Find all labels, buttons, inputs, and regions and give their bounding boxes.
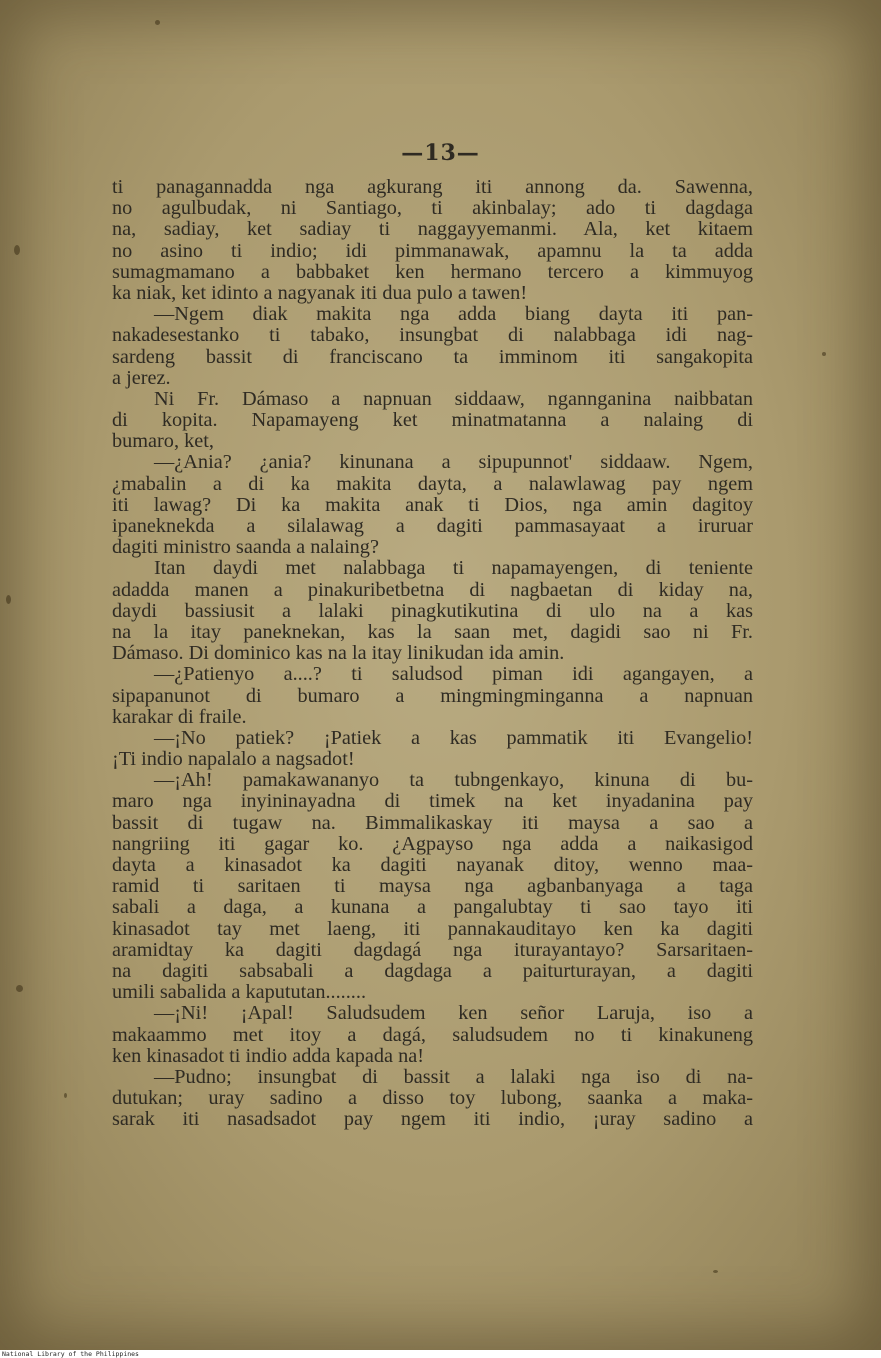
text-line: —¡Ni! ¡Apal! Saludsudem ken señor Laruja, iso a [154,1002,753,1025]
text-line: kinasadot tay met laeng, iti pannakauditayo ken ka dagiti [112,917,753,940]
text-line: ken kinasadot ti indio adda kapada na! [112,1044,425,1067]
text-line: ka niak, ket idinto a nagyanak iti dua pulo a tawen! [112,281,528,304]
text-line: no agulbudak, ni Santiago, ti akinbalay; ado ti dagdaga [112,197,753,220]
text-line: ramid ti saritaen ti maysa nga agbanbanyaga a taga [112,875,753,898]
text-line: sumagmamano a babbaket ken hermano tercero a kimmuyog [112,260,753,283]
text-line: umili sabalida a kapututan........ [112,981,367,1004]
text-line: dagiti ministro saanda a nalaing? [112,536,379,559]
text-line: na dagiti sabsabali a dagdaga a paiturturayan, a dagiti [112,959,753,982]
text-line: ti panagannadda nga agkurang iti annong da. Sawenna, [112,176,753,198]
text-line: ¿mabalin a di ka makita dayta, a nalawlawag pay ngem [112,472,753,495]
text-line: Ni Fr. Dámaso a napnuan siddaaw, ngannganina naibbatan [154,387,753,410]
text-line: di kopita. Napamayeng ket minatmatanna a nalaing di [112,409,753,432]
text-line: maro nga inyininayadna di timek na ket inyadanina pay [112,790,753,813]
text-line: —¿Ania? ¿ania? kinunana a sipupunnot' siddaaw. Ngem, [154,451,753,474]
text-line: bassit di tugaw na. Bimmalikaskay iti maysa a sao a [112,811,753,834]
text-line: karakar di fraile. [112,705,247,728]
ink-speck [14,245,20,255]
text-line: sipapanunot di bumaro a mingmingminganna a napnuan [112,684,753,707]
ink-speck [713,1270,718,1273]
text-line: na, sadiay, ket sadiay ti naggayyemanmi. Ala, ket kitaem [112,218,753,241]
text-line: iti lawag? Di ka makita anak ti Dios, nga amin dagitoy [112,493,753,516]
text-line: dayta a kinasadot ka dagiti nayanak ditoy, wenno maa- [112,854,753,876]
text-line: daydi bassiusit a lalaki pinagkutikutina di ulo na a kas [112,599,753,622]
ink-speck [155,20,160,25]
text-line: sarak iti nasadsadot pay ngem iti indio, ¡uray sadino a [112,1108,753,1131]
text-line: nangriing iti gagar ko. ¿Agpayso nga adda a naikasigod [112,832,753,855]
text-line: nakadesestanko ti tabako, insungbat di nalabbaga idi nag- [112,324,753,347]
page-number: —13— [401,140,480,166]
text-line: dutukan; uray sadino a disso toy lubong, saanka a maka- [112,1087,753,1110]
footer-credit: National Library of the Philippines [2,1350,139,1358]
ink-speck [6,595,11,604]
ink-speck [64,1093,67,1098]
text-line: —¡No patiek? ¡Patiek a kas pammatik iti Evangelio! [154,726,753,749]
text-line: —¿Patienyo a....? ti saludsod piman idi agangayen, a [154,663,753,686]
text-line: Itan daydi met nalabbaga ti napamayengen, di teniente [154,557,753,580]
text-line: sabali a daga, a kunana a pangalubtay ti sao tayo iti [112,896,753,919]
text-line: sardeng bassit di franciscano ta imminom iti sangakopita [112,345,753,368]
text-line: bumaro, ket, [112,430,214,453]
text-line: ¡Ti indio napalalo a nagsadot! [112,748,355,771]
text-line: no asino ti indio; idi pimmanawak, apamnu la ta adda [112,239,753,262]
ink-speck [822,352,826,356]
text-line: aramidtay ka dagiti dagdagá nga iturayantayo? Sarsaritaen- [112,938,753,961]
text-line: Dámaso. Di dominico kas na la itay linikudan ida amin. [112,642,565,665]
text-line: na la itay paneknekan, kas la saan met, dagidi sao ni Fr. [112,620,753,643]
text-line: makaammo met itoy a dagá, saludsudem no ti kinakuneng [112,1023,753,1046]
ink-speck [16,985,23,992]
body-text [112,177,753,1130]
text-line: —Ngem diak makita nga adda biang dayta iti pan- [154,303,753,326]
text-line: —Pudno; insungbat di bassit a lalaki nga iso di na- [154,1065,753,1088]
text-line: ipaneknekda a silalawag a dagiti pammasayaat a iruruar [112,515,753,537]
text-line: adadda manen a pinakuribetbetna di nagbaetan di kiday na, [112,578,753,601]
text-line: —¡Ah! pamakawananyo ta tubngenkayo, kinuna di bu- [154,769,753,792]
text-line: a jerez. [112,366,171,389]
